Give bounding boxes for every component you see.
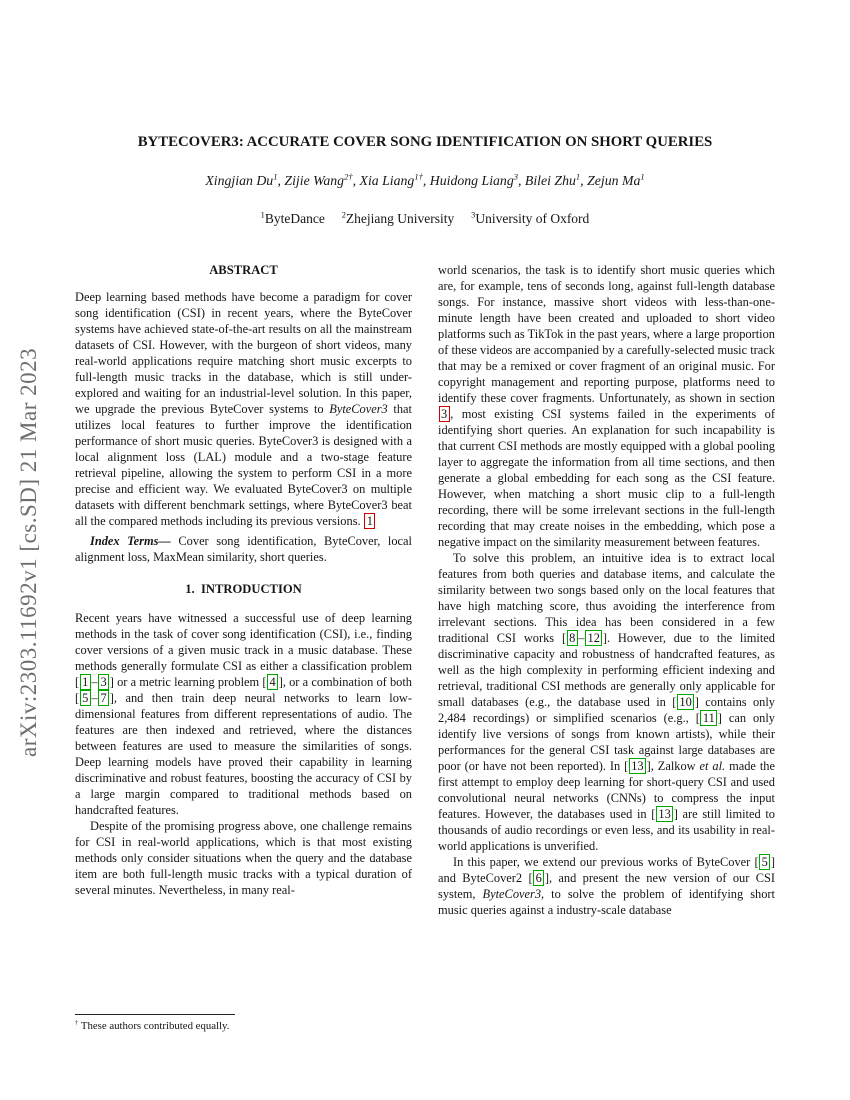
introduction-paragraph-1: Recent years have witnessed a successful use of deep learning methods in the task of cover song identification (CSI), i.e., finding cover versions of a given music track in a music database. These methods generally formulate CSI as either a classification problem [ 1 – 3 ] or a metric learning problem [ 4 ], or a combination of both [ 5 – 7 ], and then train deep neural networks to learn low-dimensional features from different representations of audio. The features are then indexed and retrieved, where the distances between features are used to measure the similarities of songs. Deep learning models have proved their capability in learning discriminative and robust features, boosting the accuracy of CSI by a large margin compared to traditional methods based on handcrafted features. — [75, 611, 412, 817]
paper-title: BYTECOVER3: ACCURATE COVER SONG IDENTIFICATION ON SHORT QUERIES — [137, 134, 713, 150]
superscript: 1 — [273, 171, 278, 182]
internal-ref-link[interactable]: 1 — [364, 513, 375, 529]
arxiv-stamp: arXiv:2303.11692v1 [cs.SD] 21 Mar 2023 — [16, 347, 41, 757]
internal-ref-link[interactable]: 3 — [439, 406, 450, 422]
introduction-paragraph-2-continued: world scenarios, the task is to identify short music queries which are, for example, tens of seconds long, against full-length database songs. For instance, massive short videos with less-than-one-minute length have been created and uploaded to short video platforms such as TikTok in the past years, where a large proportion of these videos are accompanied by a carefully-selected music track that may be a remixed or cover fragment of an original music. For copyright management and reporting purpose, platforms need to identify these cover fragments. Unfortunately, as shown in section 3 , most existing CSI systems failed in the experiments of identifying short queries. An explanation for such incapability is that current CSI methods are mostly equipped with a global pooling layer to aggregate the information from all time sections, and then generate a global embedding for each song as the CSI feature. However, when matching a short music clip to a full-length recording, there will be some irrelevant sections in the full-length recording that may create noises in the embedding, which pose a negative impact on the similarity measurement between features. — [438, 263, 775, 549]
citation-link[interactable]: 7 — [98, 690, 109, 706]
citation-link[interactable]: 4 — [267, 674, 278, 690]
citation-link[interactable]: 5 — [80, 690, 91, 706]
italic-text: ByteCover3 — [329, 402, 388, 416]
right-column — [438, 262, 775, 1044]
footnote-rule — [75, 1014, 235, 1015]
superscript: 3 — [471, 210, 476, 220]
superscript: 2† — [344, 171, 353, 182]
introduction-paragraph-3: To solve this problem, an intuitive idea is to extract local features from both queries and database items, and calculate the similarity between two songs based only on the local features that have high matching score, thus avoiding the interference from irrelevant sections. This idea has been considered in a few traditional CSI works [ 8 – 12 ]. However, due to the limited discriminative capacity and robustness of handcrafted features, as well as the high complexity in performing efficient indexing and retrieval, traditional CSI methods are generally only applicable for small databases (e.g., the database used in [ 10 ] contains only 2,484 recordings) or simplified scenarios (e.g., [ 11 ] can only identify live versions of songs from known artists), while their performances for the general CSI task against large databases are poor (or have not been reported). In [ 13 ], Zalkow et al. made the first attempt to employ deep learning for short-query CSI and used convolutional neural networks (CNNs) to compress the input features. However, the databases used in [ 13 ] are still limited to thousands of audio recordings or even less, and its usability in real-world applications is unverified. — [438, 551, 775, 853]
author-line: Xingjian Du$^1$, Zijie Wang$^{2\dagger}$, Xia Liang$^{1\dagger}$, Huidong Liang$^3$, Bilei Zhu$^1$, Zejun Ma$^1$ — [205, 171, 645, 188]
affiliation-line: $^1$ByteDance $^2$Zhejiang University $^3$University of Oxford — [260, 210, 590, 226]
introduction-heading: 1. INTRODUCTION — [185, 582, 302, 596]
footnote-block — [75, 1014, 412, 1033]
superscript: 3 — [513, 171, 519, 182]
citation-link[interactable]: 8 — [567, 630, 578, 646]
superscript: 1 — [260, 210, 265, 220]
superscript: 1 — [575, 171, 581, 182]
citation-link[interactable]: 10 — [677, 694, 694, 710]
abstract-paragraph: Deep learning based methods have become a paradigm for cover song identification (CSI) in recent years, where the ByteCover systems have achieved state-of-the-art results on all the mainstream datasets of CSI. However, with the burgeon of short videos, many real-world applications require matching short music excerpts to full-length music tracks in the database, which is still under-explored and waiting for an industrial-level solution. In this paper, we upgrade the previous ByteCover systems to ByteCover3 that utilizes local features to further improve the identification performance of short music queries. ByteCover3 is designed with a local alignment loss (LAL) module and a two-stage feature retrieval pipeline, allowing the system to perform CSI in a more precise and efficient way. We evaluated ByteCover3 on multiple datasets with different benchmark settings, where ByteCover3 beat all the compared methods including its previous versions. 1 — [75, 290, 412, 528]
citation-link[interactable]: 1 — [80, 674, 91, 690]
italic-text: et al. — [699, 759, 726, 773]
abstract-heading: ABSTRACT — [209, 263, 278, 277]
bold-italic-label: Index Terms— — [90, 534, 171, 548]
citation-link[interactable]: 3 — [98, 674, 109, 690]
citation-link[interactable]: 5 — [759, 854, 770, 870]
left-column — [75, 262, 412, 1010]
citation-link[interactable]: 13 — [629, 758, 646, 774]
italic-text: ByteCover3 — [482, 887, 542, 901]
superscript: † — [75, 1019, 79, 1027]
superscript: 2 — [341, 210, 346, 220]
citation-link[interactable]: 6 — [533, 870, 544, 886]
superscript: 1† — [414, 171, 423, 182]
citation-link[interactable]: 12 — [585, 630, 602, 646]
introduction-paragraph-2: Despite of the promising progress above, one challenge remains for CSI in real-world applications, which is that most existing methods only consider situations when the query and the database item are both full-length music tracks with a typical duration of several minutes. Nevertheless, in many real- — [75, 819, 412, 897]
superscript: 1 — [640, 171, 645, 182]
index-terms: Index Terms— Cover song identification, ByteCover, local alignment loss, MaxMean similarity, short queries. — [75, 534, 412, 564]
equal-contribution-footnote: † These authors contributed equally. — [75, 1019, 230, 1032]
citation-link[interactable]: 11 — [700, 710, 717, 726]
introduction-paragraph-4: In this paper, we extend our previous works of ByteCover [ 5 ] and ByteCover2 [ 6 ], and present the new version of our CSI system, ByteCover3, to solve the problem of identifying short music queries against a industry-scale database — [438, 855, 775, 917]
citation-link[interactable]: 13 — [656, 806, 673, 822]
